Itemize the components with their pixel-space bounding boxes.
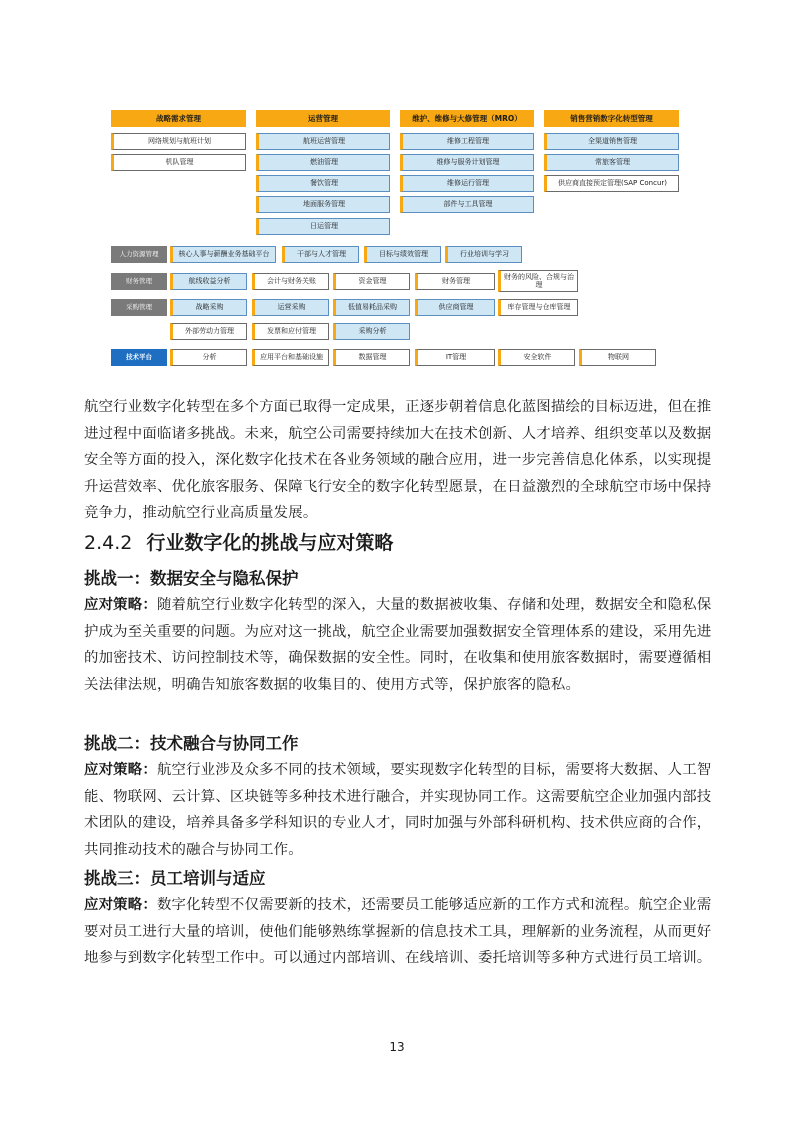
intro-paragraph: 航空行业数字化转型在多个方面已取得一定成果，正逐步朝着信息化蓝图描绘的目标迈进，但在推进过程中面临诸多挑战。未来，航空公司需要持续加大在技术创新、人才培养、组织变革以及数据安全等方面的投入，深化数字化技术在各业务领域的融合应用，进一步完善信息化体系，以实现提升运营效率、优化旅客服务、保障飞行安全的数字化转型愿景，在日益激烈的全球航空市场中保持竞争力，推动航空行业高质量发展。: [84, 399, 712, 521]
section-number: 2.4.2: [84, 532, 133, 554]
header-mro: 维护、维修与大修管理（MRO）: [400, 110, 534, 127]
strategy-label: 应对策略：: [84, 897, 157, 913]
challenge-title: 挑战三：员工培训与适应: [84, 869, 266, 888]
box-maint-ops: 维修运行管理: [400, 175, 534, 192]
page-number: 13: [389, 1040, 405, 1054]
strategy-label: 应对策略：: [84, 762, 157, 778]
strategy-text: 数字化转型不仅需要新的技术，还需要员工能够适应新的工作方式和流程。航空企业需要对员工进行大量的培训，使他们能够熟练掌握新的信息技术工具，理解新的业务流程，从而更好地参与到数字化转型工作中。可以通过内部培训、在线培训、委托培训等多种方式进行员工培训。: [84, 897, 712, 966]
label-procurement: 采购管理: [111, 299, 167, 316]
box-procurement-analytics: 采购分析: [333, 323, 410, 340]
label-finance: 财务管理: [111, 273, 167, 290]
box-low-value-procurement: 低值易耗品采购: [333, 299, 410, 316]
box-data-mgmt: 数据管理: [333, 349, 410, 366]
box-accounting: 会计与财务关账: [252, 273, 329, 290]
challenge-title: 挑战二：技术融合与协同工作: [84, 734, 299, 753]
box-financial-mgmt: 财务管理: [415, 273, 495, 290]
section-heading: [84, 530, 716, 556]
header-strategy: 战略需求管理: [111, 110, 246, 127]
challenge-3: [84, 866, 716, 972]
box-supplier-mgmt: 供应商管理: [415, 299, 495, 316]
box-treasury: 资金管理: [333, 273, 410, 290]
strategy-label: 应对策略：: [84, 597, 157, 613]
box-invoice-payable: 发票和应付管理: [252, 323, 329, 340]
box-sap-concur: 供应商直接预定管理(SAP Concur): [544, 175, 679, 192]
box-maint-planning: 维修与服务计划管理: [400, 154, 534, 171]
box-maint-engineering: 维修工程管理: [400, 133, 534, 150]
box-inventory: 库存管理与仓库管理: [498, 299, 578, 316]
box-iot: 物联网: [579, 349, 656, 366]
header-sales: 销售营销数字化转型管理: [544, 110, 679, 127]
box-app-platform: 应用平台和基础设施: [252, 349, 329, 366]
challenge-1: [84, 566, 716, 698]
box-analytics: 分析: [170, 349, 247, 366]
header-operations: 运营管理: [256, 110, 390, 127]
box-hr-talent: 干部与人才管理: [282, 246, 359, 263]
box-external-labor: 外部劳动力管理: [170, 323, 247, 340]
label-tech-platform: 技术平台: [111, 349, 167, 366]
box-frequent-flyer: 常旅客管理: [544, 154, 679, 171]
box-catering: 餐饮管理: [256, 175, 390, 192]
box-hr-core: 核心人事与薪酬业务基础平台: [170, 246, 276, 263]
challenge-title: 挑战一：数据安全与隐私保护: [84, 569, 299, 588]
box-daily-ops: 日运管理: [256, 218, 390, 235]
box-omnichannel: 全渠道销售管理: [544, 133, 679, 150]
box-hr-performance: 目标与绩效管理: [364, 246, 441, 263]
box-hr-training: 行业培训与学习: [445, 246, 522, 263]
challenge-2: [84, 731, 716, 863]
section-title: 行业数字化的挑战与应对策略: [146, 532, 394, 554]
box-fuel: 燃油管理: [256, 154, 390, 171]
box-strategic-sourcing: 战略采购: [170, 299, 247, 316]
box-flight-ops: 航班运营管理: [256, 133, 390, 150]
box-security-software: 安全软件: [498, 349, 575, 366]
business-blueprint-diagram: [0, 0, 794, 380]
intro-section: [84, 394, 716, 527]
box-network-planning: 网络规划与航班计划: [111, 133, 246, 150]
label-hr: 人力资源管理: [111, 246, 167, 263]
box-parts-tools: 部件与工具管理: [400, 196, 534, 213]
strategy-text: 随着航空行业数字化转型的深入，大量的数据被收集、存储和处理，数据安全和隐私保护成为至关重要的问题。为应对这一挑战，航空企业需要加强数据安全管理体系的建设，采用先进的加密技术、访问控制技术等，确保数据的安全性。同时，在收集和使用旅客数据时，需要遵循相关法律法规，明确告知旅客数据的收集目的、使用方式等，保护旅客的隐私。: [84, 597, 712, 693]
box-finance-risk: 财务的风险、合规与治理: [498, 270, 578, 292]
box-ground-service: 地面服务管理: [256, 196, 390, 213]
box-fleet: 机队管理: [111, 154, 246, 171]
strategy-text: 航空行业涉及众多不同的技术领域，要实现数字化转型的目标，需要将大数据、人工智能、物联网、云计算、区块链等多种技术进行融合，并实现协同工作。这需要航空企业加强内部技术团队的建设，培养具备多学科知识的专业人才，同时加强与外部科研机构、技术供应商的合作，共同推动技术的融合与协同工作。: [84, 762, 712, 858]
box-route-revenue: 航线收益分析: [170, 273, 247, 290]
box-operational-procurement: 运营采购: [252, 299, 329, 316]
box-it-mgmt: IT管理: [415, 349, 495, 366]
